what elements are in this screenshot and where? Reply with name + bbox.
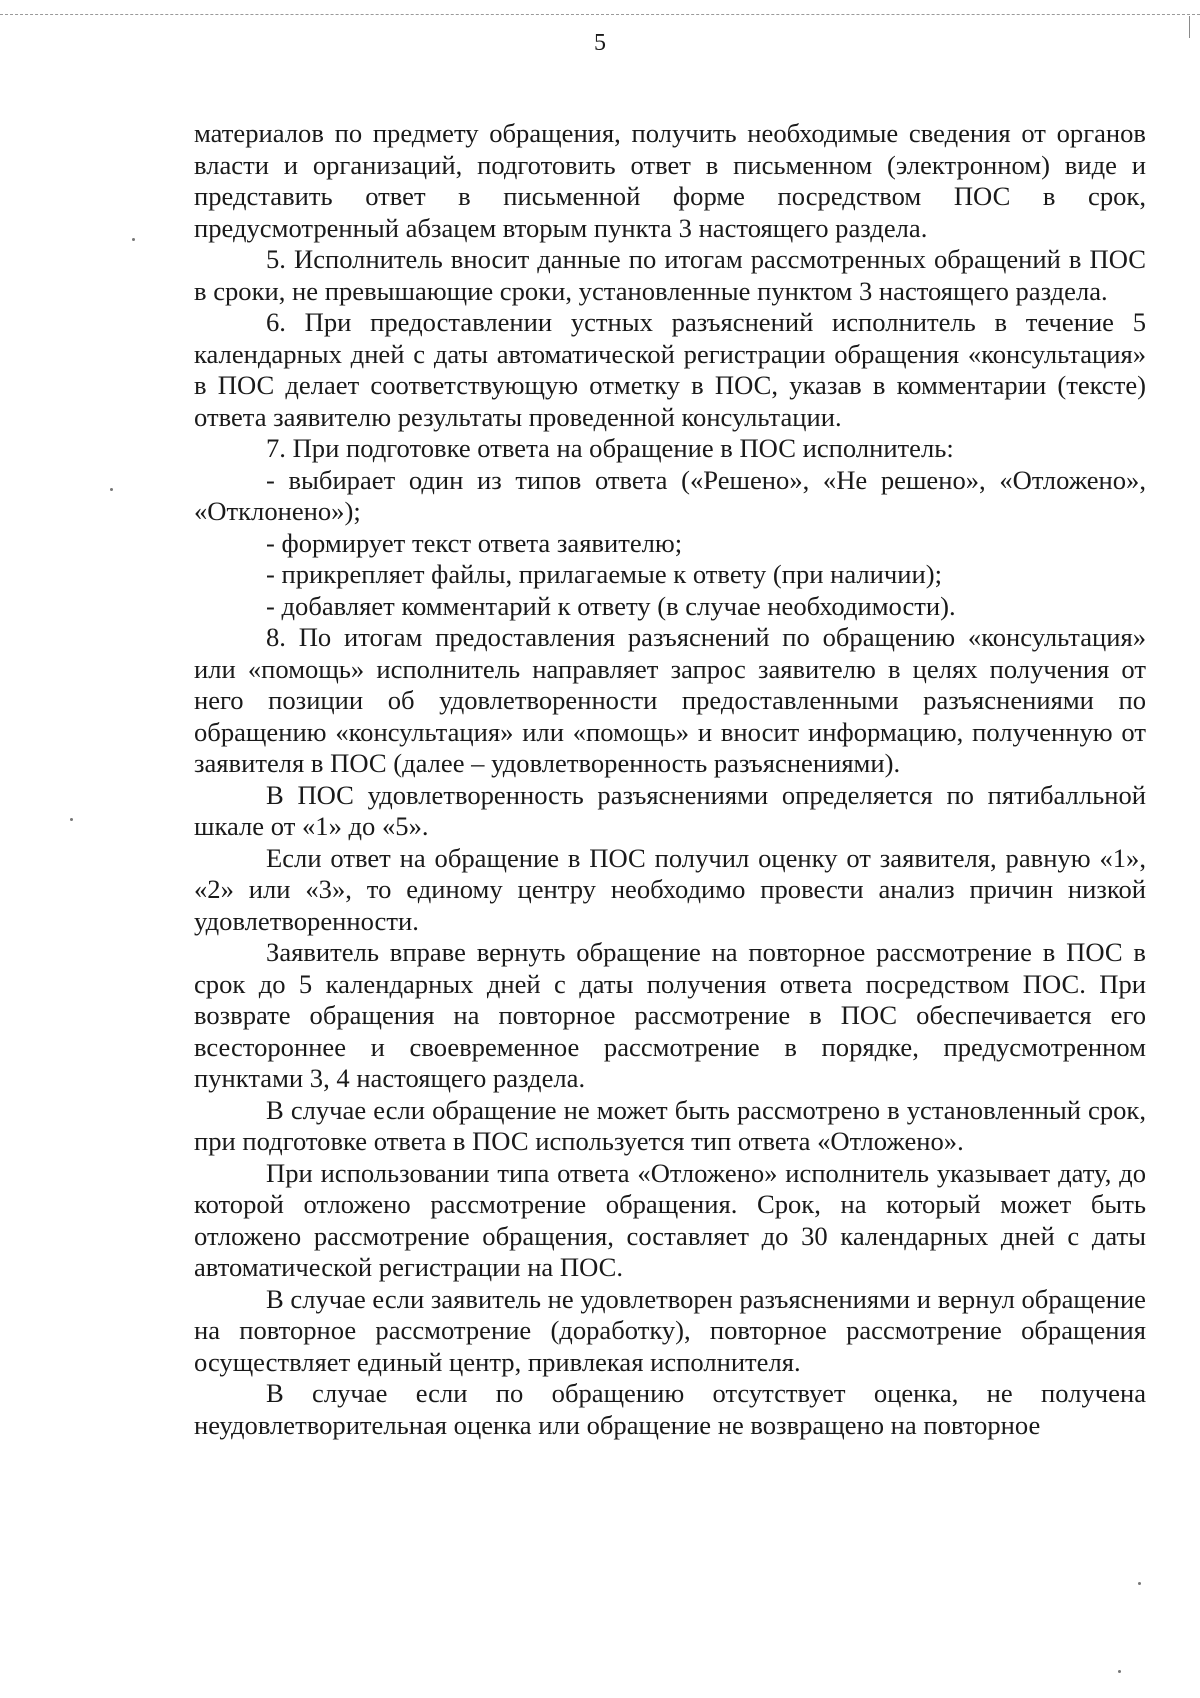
- paragraph-item-7: 7. При подготовке ответа на обращение в ПОС исполнитель:: [266, 433, 954, 463]
- list-item-attach-files: - прикрепляет файлы, прилагаемые к ответу (при наличии);: [266, 559, 942, 589]
- list-item-answer-type: - выбирает один из типов ответа («Решено», «Не решено», «Отложено», «Отклонено»);: [194, 464, 1146, 526]
- scan-speck: [132, 238, 135, 241]
- paragraph-postponed: В случае если обращение не может быть рассмотрено в установленный срок, при подготовке ответа в ПОС используется тип ответа «Отложено».: [194, 1094, 1146, 1156]
- scan-speck: [110, 488, 113, 491]
- list-item-answer-text: - формирует текст ответа заявителю;: [266, 527, 683, 558]
- scan-speck: [1138, 1582, 1141, 1585]
- document-body: [194, 118, 1146, 1441]
- paragraph-continuation: материалов по предмету обращения, получить необходимые сведения от органов власти и организаций, подготовить ответ в письменном (электронном) виде и представить ответ в письменной форме посредством ПОС в срок, предусмотренный абзацем вторым пункта 3 настоящего раздела.: [194, 118, 1146, 243]
- paragraph-postpone-date: При использовании типа ответа «Отложено» исполнитель указывает дату, до которой отложено рассмотрение обращения. Срок, на который может быть отложено рассмотрение обращения, составляет до 30 календарных дней с даты автоматической регистрации на ПОС.: [194, 1157, 1146, 1282]
- list-item-add-comment: - добавляет комментарий к ответу (в случае необходимости).: [266, 590, 956, 621]
- paragraph-item-5: 5. Исполнитель вносит данные по итогам рассмотренных обращений в ПОС в сроки, не превышающие сроки, установленные пунктом 3 настоящего раздела.: [194, 244, 1146, 306]
- paragraph-rating-scale: В ПОС удовлетворенность разъяснениями определяется по пятибалльной шкале от «1» до «5».: [194, 779, 1146, 841]
- page-number: 5: [594, 30, 606, 56]
- scan-speck: [1118, 1670, 1121, 1673]
- scan-top-edge: [0, 14, 1200, 23]
- paragraph-item-8: 8. По итогам предоставления разъяснений по обращению «консультация» или «помощь» исполнитель направляет запрос заявителю в целях получения от него позиции об удовлетворенности предоставленными разъяснениями по обращению «консультация» или «помощь» и вносит информацию, полученную от заявителя в ПОС (далее – удовлетворенность разъяснениями).: [194, 622, 1146, 778]
- paragraph-item-6: 6. При предоставлении устных разъяснений исполнитель в течение 5 календарных дней с даты автоматической регистрации обращения «консультация» в ПОС делает соответствующую отметку в ПОС, указав в комментарии (тексте) ответа заявителю результаты проведенной консультации.: [194, 307, 1146, 432]
- paragraph-return-request: Заявитель вправе вернуть обращение на повторное рассмотрение в ПОС в срок до 5 календарных дней с даты получения ответа посредством ПОС. При возврате обращения на повторное рассмотрение в ПОС обеспечивается его всестороннее и своевременное рассмотрение в порядке, предусмотренном пунктами 3, 4 настоящего раздела.: [194, 937, 1146, 1093]
- paragraph-low-rating: Если ответ на обращение в ПОС получил оценку от заявителя, равную «1», «2» или «3», то единому центру необходимо провести анализ причин низкой удовлетворенности.: [194, 842, 1146, 936]
- paragraph-rework: В случае если заявитель не удовлетворен разъяснениями и вернул обращение на повторное рассмотрение (доработку), повторное рассмотрение обращения осуществляет единый центр, привлекая исполнителя.: [194, 1283, 1146, 1377]
- paragraph-no-rating: В случае если по обращению отсутствует оценка, не получена неудовлетворительная оценка или обращение не возвращено на повторное: [194, 1378, 1146, 1440]
- scan-speck: [70, 818, 73, 821]
